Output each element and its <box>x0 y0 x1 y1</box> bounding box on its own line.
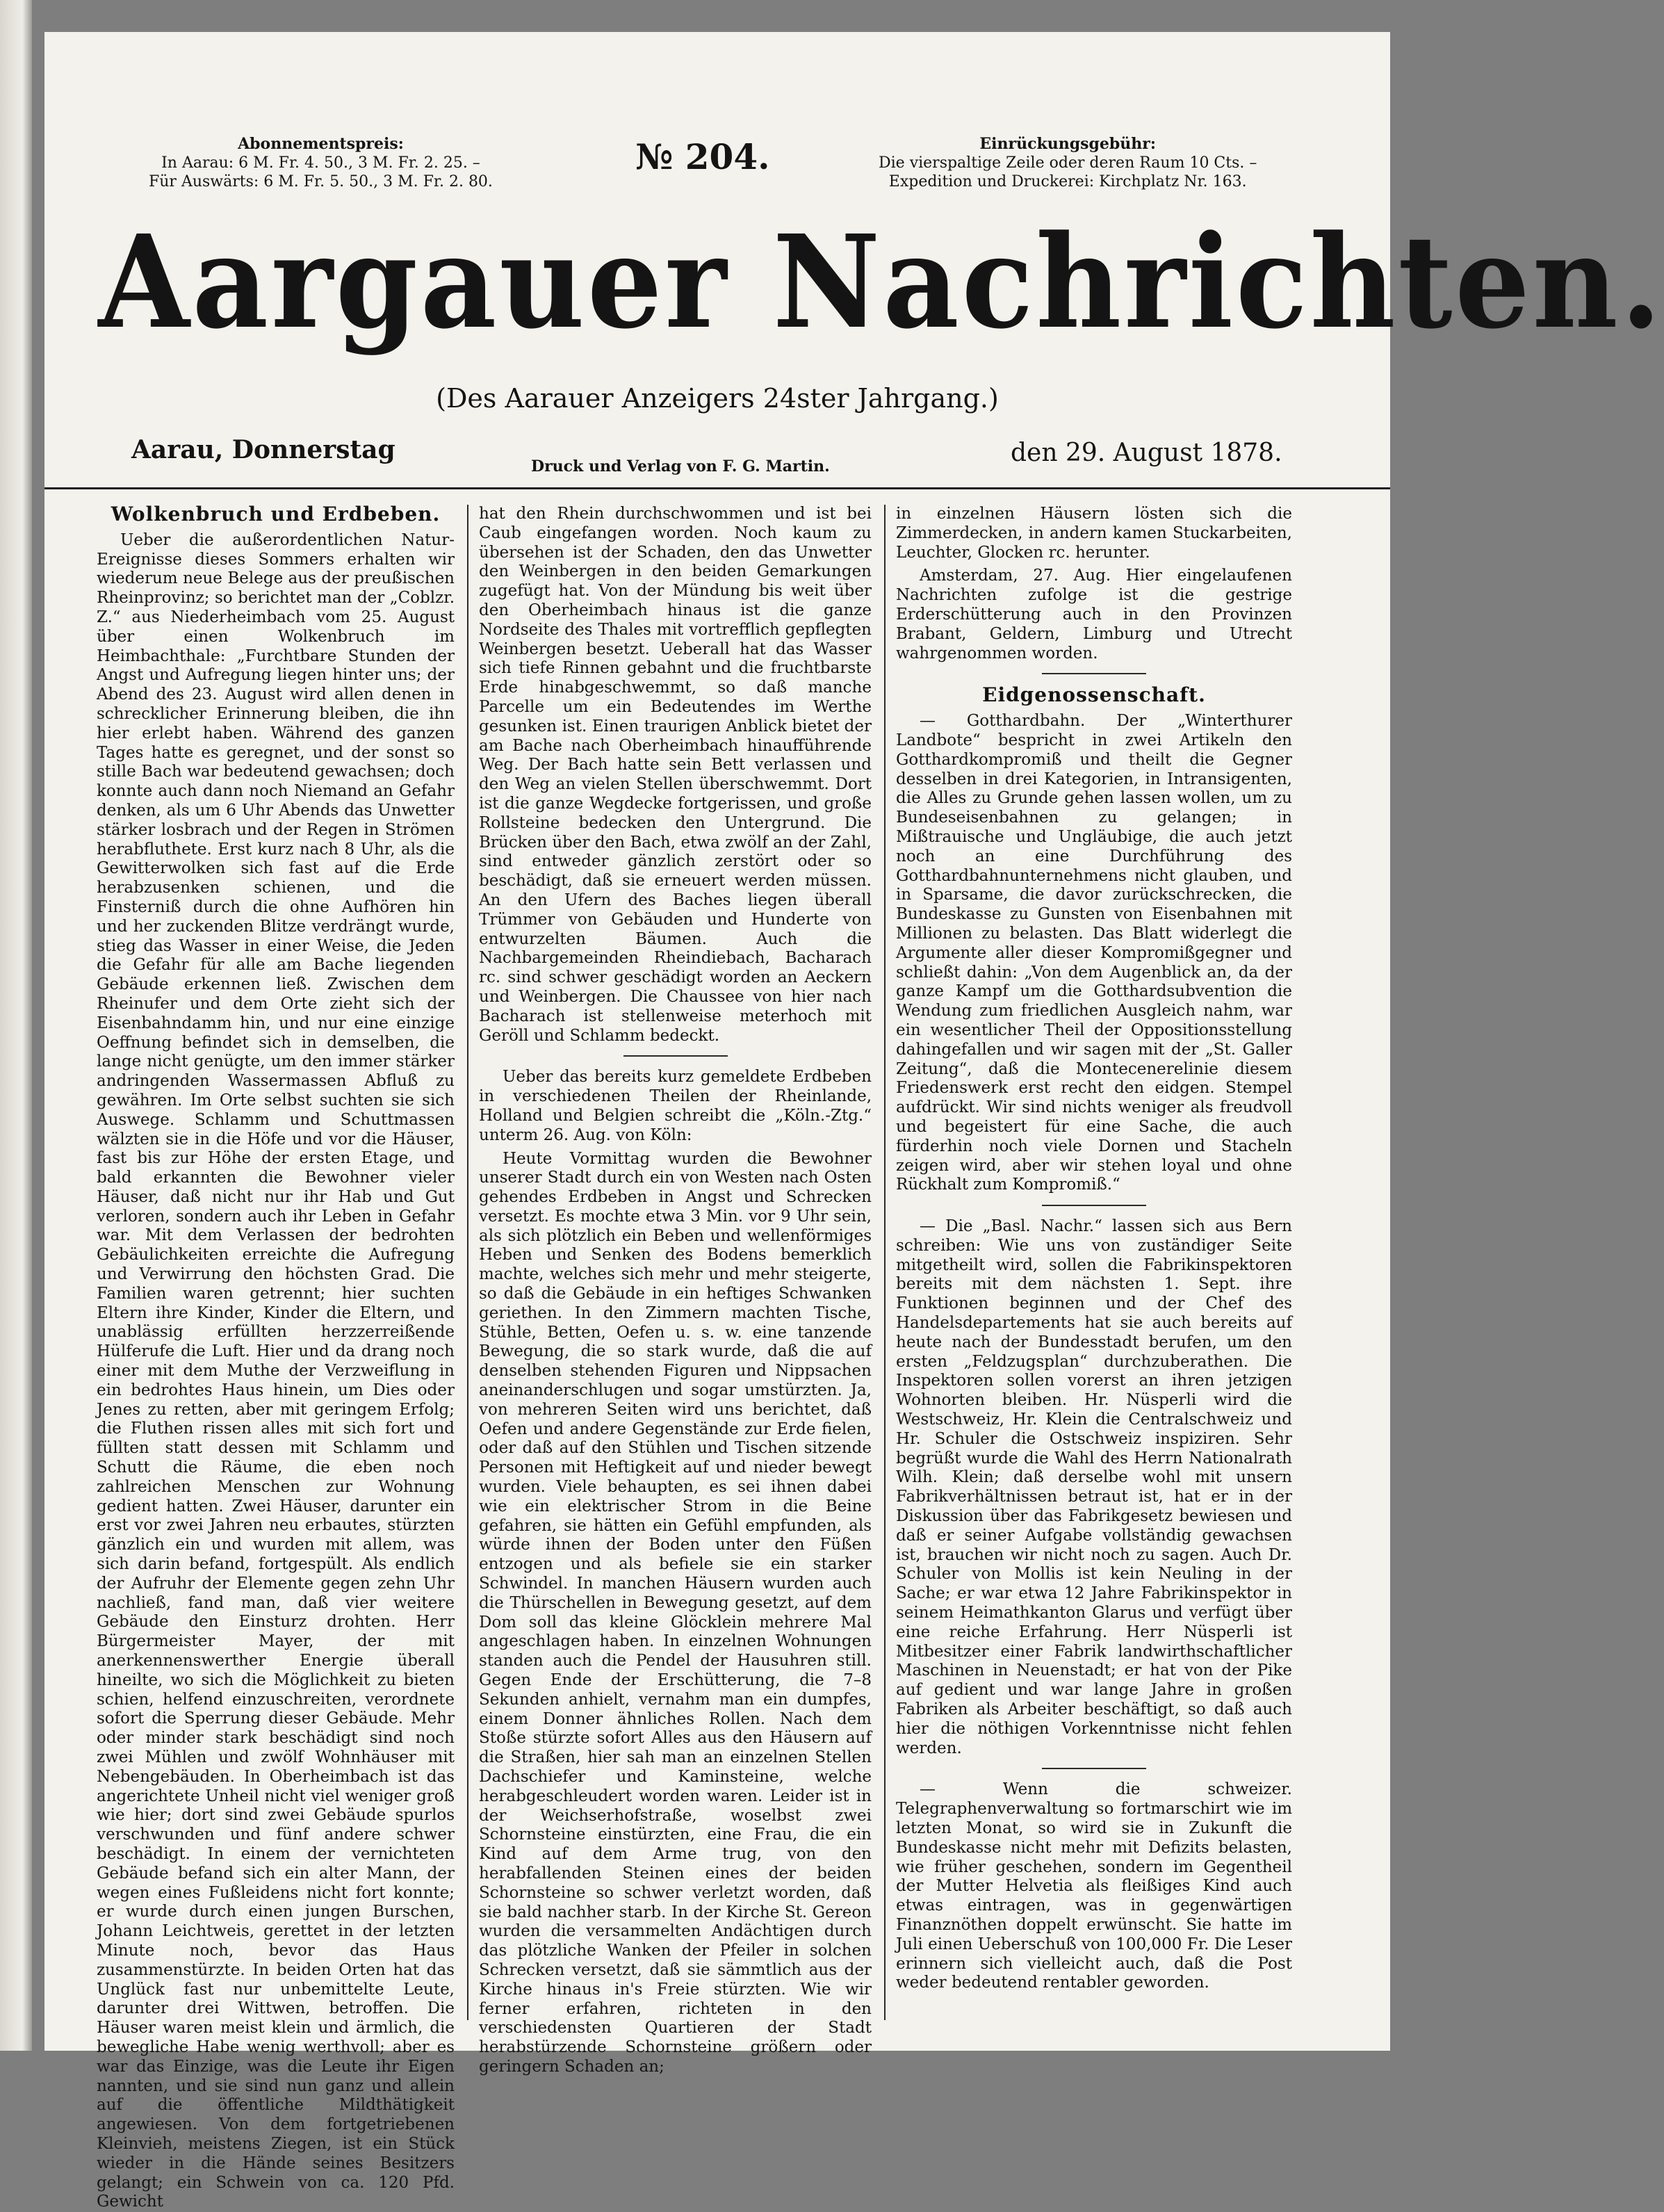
article-paragraph: Ueber die außerordentlichen Natur-Ereignisse dieses Sommers erhalten wir wiederum neue Belege aus der preußischen Rheinprovinz; so berichtet man der „Coblzr. Z.“ aus Niederheimbach vom 25. August über einen Wolkenbruch im Heimbachthale: „Furchtbare Stunden der Angst und Aufregung liegen hinter uns; der Abend des 23. August wird allen denen in schrecklicher Erinnerung bleiben, die ihn hier erlebt haben. Während des ganzen Tages hatte es geregnet, und der sonst so stille Bach war bedeutend gewachsen; doch konnte auch dann noch Niemand an Gefahr denken, als um 6 Uhr Abends das Unwetter stärker losbrach und der Regen in Strömen herabfluthete. Erst kurz nach 8 Uhr, als die Gewitterwolken sich fast auf die Erde herabzusenken schienen, und die Finsterniß durch die ohne Aufhören hin und her zuckenden Blitze verdrängt wurde, stieg das Wasser in einer Weise, die Jeden die Gefahr für alle am Bache liegenden Gebäude erkennen ließ. Zwischen dem Rheinufer und dem Orte zieht sich der Eisenbahndamm hin, und nur eine einzige Oeffnung befindet sich in demselben, die lange nicht genügte, um den immer stärker andringenden Wassermassen Abfluß zu gewähren. Im Orte selbst suchten sie sich Auswege. Schlamm und Schuttmassen wälzten sie in die Höfe und vor die Häuser, fast bis zur Höhe der ersten Etage, und bald erkannten die Bewohner vieler Häuser, daß nicht nur ihr Hab und Gut verloren, sondern auch ihr Leben in Gefahr war. Mit dem Verlassen der bedrohten Gebäulichkeiten erreichte die Aufregung und Verwirrung den höchsten Grad. Die Familien waren getrennt; hier suchten Eltern ihre Kinder, Kinder die Eltern, und unablässig erfüllten herzzerreißende Hülferufe die Luft. Hier und da drang noch einer mit dem Muthe der Verzweiflung in ein bedrohtes Haus hinein, um Dies oder Jenes zu retten, aber mit geringem Erfolg; die Fluthen rissen alles mit sich fort und füllten statt dessen mit Schlamm und Schutt die Räume, die eben noch zahlreichen Menschen zur Wohnung gedient hatten. Zwei Häuser, darunter ein erst vor zwei Jahren neu erbautes, stürzten gänzlich ein und wurden mit allem, was sich darin befand, fortgespült. Als endlich der Aufruhr der Elemente gegen zehn Uhr nachließ, fand man, daß vier weitere Gebäude den Einsturz drohten. Herr Bürgermeister Mayer, der mit anerkennenswerther Energie überall hineilte, wo sich die Möglichkeit zu bieten schien, helfend einzuschreiten, verordnete sofort die Sperrung dieser Gebäude. Mehr oder minder stark beschädigt sind noch zwei Mühlen und zwölf Wohnhäuser mit Nebengebäuden. In Oberheimbach ist das angerichtete Unheil nicht viel weniger groß wie hier; dort sind zwei Gebäude spurlos verschwunden und fünf andere schwer beschädigt. In einem der vernichteten Gebäude befand sich ein alter Mann, der wegen eines Fußleidens nicht fort konnte; er wurde durch einen jungen Burschen, Johann Leichtweis, gerettet in der letzten Minute noch, bevor das Haus zusammenstürzte. In beiden Orten hat das Unglück fast nur unbemittelte Leute, darunter drei Wittwen, betroffen. Die Häuser waren meist klein und ärmlich, die bewegliche Habe wenig werthvoll; aber es war das Einzige, was die Leute ihr Eigen nannten, und sie sind nun ganz und allein auf die öffentliche Mildthätigkeit angewiesen. Von dem fortgetriebenen Kleinvieh, meistens Ziegen, ist ein Stück wieder in die Hände seines Besitzers gelangt; ein Schwein von ca. 120 Pfd. Gewicht <box>97 530 455 2211</box>
column-3 <box>896 505 1292 2041</box>
subscription-line-2: Für Auswärts: 6 M. Fr. 5. 50., 3 M. Fr. 2. 80. <box>149 173 493 190</box>
column-rule-2 <box>884 505 886 2020</box>
insertion-line-2: Expedition und Druckerei: Kirchplatz Nr. 163. <box>888 173 1247 190</box>
masthead-subtitle: (Des Aarauer Anzeigers 24ster Jahrgang.) <box>436 383 999 414</box>
subscription-box <box>149 135 493 191</box>
section-divider <box>623 1055 728 1057</box>
article-paragraph: in einzelnen Häusern lösten sich die Zimmerdecken, in andern kamen Stuckarbeiten, Leuchter, Glocken rc. herunter. <box>896 505 1292 562</box>
section-heading-eidgenossenschaft: Eidgenossenschaft. <box>982 683 1206 707</box>
insertion-box <box>879 135 1257 191</box>
article-paragraph: Heute Vormittag wurden die Bewohner unserer Stadt durch ein von Westen nach Osten gehendes Erdbeben in Angst und Schrecken versetzt. Es mochte etwa 3 Min. vor 9 Uhr sein, als sich plötzlich ein Beben und wellenförmiges Heben und Senken des Bodens bemerklich machte, welches sich mehr und mehr steigerte, so daß die Gebäude in ein heftiges Schwanken geriethen. In den Zimmern machten Tische, Stühle, Betten, Oefen u. s. w. eine tanzende Bewegung, die so stark wurde, daß die auf denselben stehenden Figuren und Nippsachen aneinanderschlugen und sogar umstürzten. Ja, von mehreren Seiten wird uns berichtet, daß Oefen und andere Gegenstände zur Erde fielen, oder daß auf den Stühlen und Tischen sitzende Personen mit Heftigkeit auf und nieder bewegt wurden. Viele behaupten, es sei ihnen dabei wie ein elektrischer Strom in die Beine gefahren, sie hätten ein Gefühl empfunden, als würde ihnen der Boden unter den Füßen entzogen und als befiele sie ein starker Schwindel. In manchen Häusern wurden auch die Thürschellen in Bewegung gesetzt, auf dem Dom soll das kleine Glöcklein mehrere Mal angeschlagen haben. In einzelnen Wohnungen standen auch die Pendel der Hausuhren still. Gegen Ende der Erschütterung, die 7–8 Sekunden anhielt, vernahm man ein dumpfes, einem Donner ähnliches Rollen. Nach dem Stoße stürzte sofort Alles aus den Häusern auf die Straßen, hier sah man an einzelnen Stellen Dachschiefer und Kaminsteine, welche herabgeschleudert worden waren. Leider ist in der Weichserhofstraße, woselbst zwei Schornsteine einstürzten, eine Frau, die ein Kind auf dem Arme trug, von den herabfallenden Steinen eines der beiden Schornsteine so schwer verletzt worden, daß sie bald nachher starb. In der Kirche St. Gereon wurden die versammelten Andächtigen durch das plötzliche Wanken der Pfeiler in solchen Schrecken versetzt, daß sie sämmtlich aus der Kirche hinaus in's Freie stürzten. Wie wir ferner erfahren, richteten in den verschiedensten Quartieren der Stadt herabstürzende Schornsteine größern oder geringern Schaden an; <box>479 1149 872 2076</box>
masthead-title: Aargauer Nachrichten. <box>98 207 1664 357</box>
section-divider <box>1042 1205 1146 1206</box>
insertion-line-1: Die vierspaltige Zeile oder deren Raum 10 Cts. – <box>879 154 1257 172</box>
article-heading-wolkenbruch: Wolkenbruch und Erdbeben. <box>111 503 441 526</box>
previous-page-edge <box>0 0 32 2051</box>
subscription-line-1: In Aarau: 6 M. Fr. 4. 50., 3 M. Fr. 2. 25. – <box>161 154 480 172</box>
newspaper-page <box>44 32 1664 2211</box>
section-divider <box>1042 673 1146 674</box>
dateline-place-day: Aarau, Donnerstag <box>131 435 395 464</box>
article-paragraph: Amsterdam, 27. Aug. Hier eingelaufenen Nachrichten zufolge ist die gestrige Erderschütterung auch in den Provinzen Brabant, Geldern, Limburg und Utrecht wahrgenommen worden. <box>896 567 1292 662</box>
article-paragraph: — Wenn die schweizer. Telegraphenverwaltung so fortmarschirt wie im letzten Monat, so wird sie in Zukunft die Bundeskasse nicht mehr mit Defizits belasten, wie früher geschehen, sondern im Gegentheil der Mutter Helvetia als fleißiges Kind auch etwas eintragen, was in gegenwärtigen Finanznöthen doppelt erwünscht. Sie hatte im Juli einen Ueberschuß von 100,000 Fr. Die Leser erinnern sich vielleicht auch, daß die Post weder bedeutend rentabler geworden. <box>896 1780 1292 1992</box>
dateline-date: den 29. August 1878. <box>1011 439 1282 467</box>
article-paragraph: — Gotthardbahn. Der „Winterthurer Landbote“ bespricht in zwei Artikeln den Gotthardkompromiß und theilt die Gegner desselben in drei Kategorien, in Intransigenten, die Alles zu Grunde gehen lassen wollen, um zu Bundeseisenbahnen zu gelangen; in Mißtrauische und Ungläubige, die auch jetzt noch an eine Durchführung des Gotthardbahnunternehmens nicht glauben, und in Sparsame, die davor zurückschrecken, die Bundeskasse zu Gunsten von Eisenbahnen mit Millionen zu belasten. Das Blatt widerlegt die Argumente aller dieser Kompromißgegner und schließt dahin: „Von dem Augenblick an, da der ganze Kampf um die Gotthardsubvention die Wendung zum friedlichen Ausgleich nahm, war ein wesentlicher Theil der Oppositionsstellung dahingefallen und wir sagen mit der „St. Galler Zeitung“, daß die Montecenerelinie diesem Friedenswerk erst recht den eidgen. Stempel aufdrückt. Wir sind nichts weniger als freudvoll und begeistert für eine Sache, die auch fürderhin noch viele Dornen und Stacheln zeigen wird, aber wir stehen loyal und ohne Rückhalt zum Kompromiß.“ <box>896 712 1292 1194</box>
column-1 <box>97 503 455 2211</box>
article-paragraph: Ueber das bereits kurz gemeldete Erdbeben in verschiedenen Theilen der Rheinlande, Holland und Belgien schreibt die „Köln.-Ztg.“ unterm 26. Aug. von Köln: <box>479 1068 872 1144</box>
issue-number: № 204. <box>635 136 770 177</box>
insertion-title: Einrückungsgebühr: <box>979 135 1156 153</box>
column-2 <box>479 505 872 2076</box>
masthead-divider <box>44 487 1390 489</box>
article-paragraph: — Die „Basl. Nachr.“ lassen sich aus Bern schreiben: Wie uns von zuständiger Seite mitgetheilt wird, sollen die Fabrikinspektoren bereits mit dem nächsten 1. Sept. ihre Funktionen beginnen und der Chef des Handelsdepartements hat sie auch bereits auf heute nach der Bundesstadt berufen, um den ersten „Feldzugsplan“ durchzuberathen. Die Inspektoren sollen vorerst an ihren jetzigen Wohnorten bleiben. Hr. Nüsperli wird die Westschweiz, Hr. Klein die Centralschweiz und Hr. Schuler die Ostschweiz inspiziren. Sehr begrüßt wurde die Wahl des Herrn Nationalrath Wilh. Klein; daß derselbe wohl mit unsern Fabrikverhältnissen betraut ist, hat er in der Diskussion über das Fabrikgesetz bewiesen und daß er seiner Aufgabe vollständig gewachsen ist, brauchen wir nicht noch zu sagen. Auch Dr. Schuler von Mollis ist kein Neuling in der Sache; er war etwa 12 Jahre Fabrikinspektor in seinem Heimathkanton Glarus und verfügt über eine reiche Erfahrung. Herr Nüsperli ist Mitbesitzer einer Fabrik landwirthschaftlicher Maschinen in Neuenstadt; er hat von der Pike auf gedient und war lange Jahre in großen Fabriken als Arbeiter beschäftigt, so daß auch hier die nöthigen Vorkenntnisse nicht fehlen werden. <box>896 1217 1292 1757</box>
subscription-title: Abonnementspreis: <box>238 135 404 153</box>
section-divider <box>1042 1768 1146 1769</box>
article-paragraph: hat den Rhein durchschwommen und ist bei Caub eingefangen worden. Noch kaum zu übersehen ist der Schaden, den das Unwetter den Weinbergen in den beiden Gemarkungen zugefügt hat. Von der Mündung bis weit über den Oberheimbach hinaus ist die ganze Nordseite des Thales mit vortrefflich gepflegten Weinbergen besetzt. Ueberall hat das Wasser sich tiefe Rinnen gebahnt und die fruchtbarste Erde hinabgeschwemmt, so daß manche Parcelle um ein Bedeutendes im Werthe gesunken ist. Einen traurigen Anblick bietet der am Bache nach Oberheimbach hinaufführende Weg. Der Bach hatte sein Bett verlassen und den Weg an vielen Stellen überschwemmt. Dort ist die ganze Wegdecke fortgerissen, und große Rollsteine bedecken den Untergrund. Die Brücken über den Bach, etwa zwölf an der Zahl, sind entweder gänzlich zerstört oder so beschädigt, daß sie erneuert werden müssen. An den Ufern des Baches liegen überall Trümmer von Gebäuden und Hunderte von entwurzelten Bäumen. Auch die Nachbargemeinden Rheindiebach, Bacharach rc. sind schwer geschädigt worden an Aeckern und Weinbergen. Die Chaussee von hier nach Bacharach ist stellenweise meterhoch mit Geröll und Schlamm bedeckt. <box>479 505 872 1045</box>
dateline-printer: Druck und Verlag von F. G. Martin. <box>531 457 830 475</box>
column-rule-1 <box>467 505 468 2020</box>
